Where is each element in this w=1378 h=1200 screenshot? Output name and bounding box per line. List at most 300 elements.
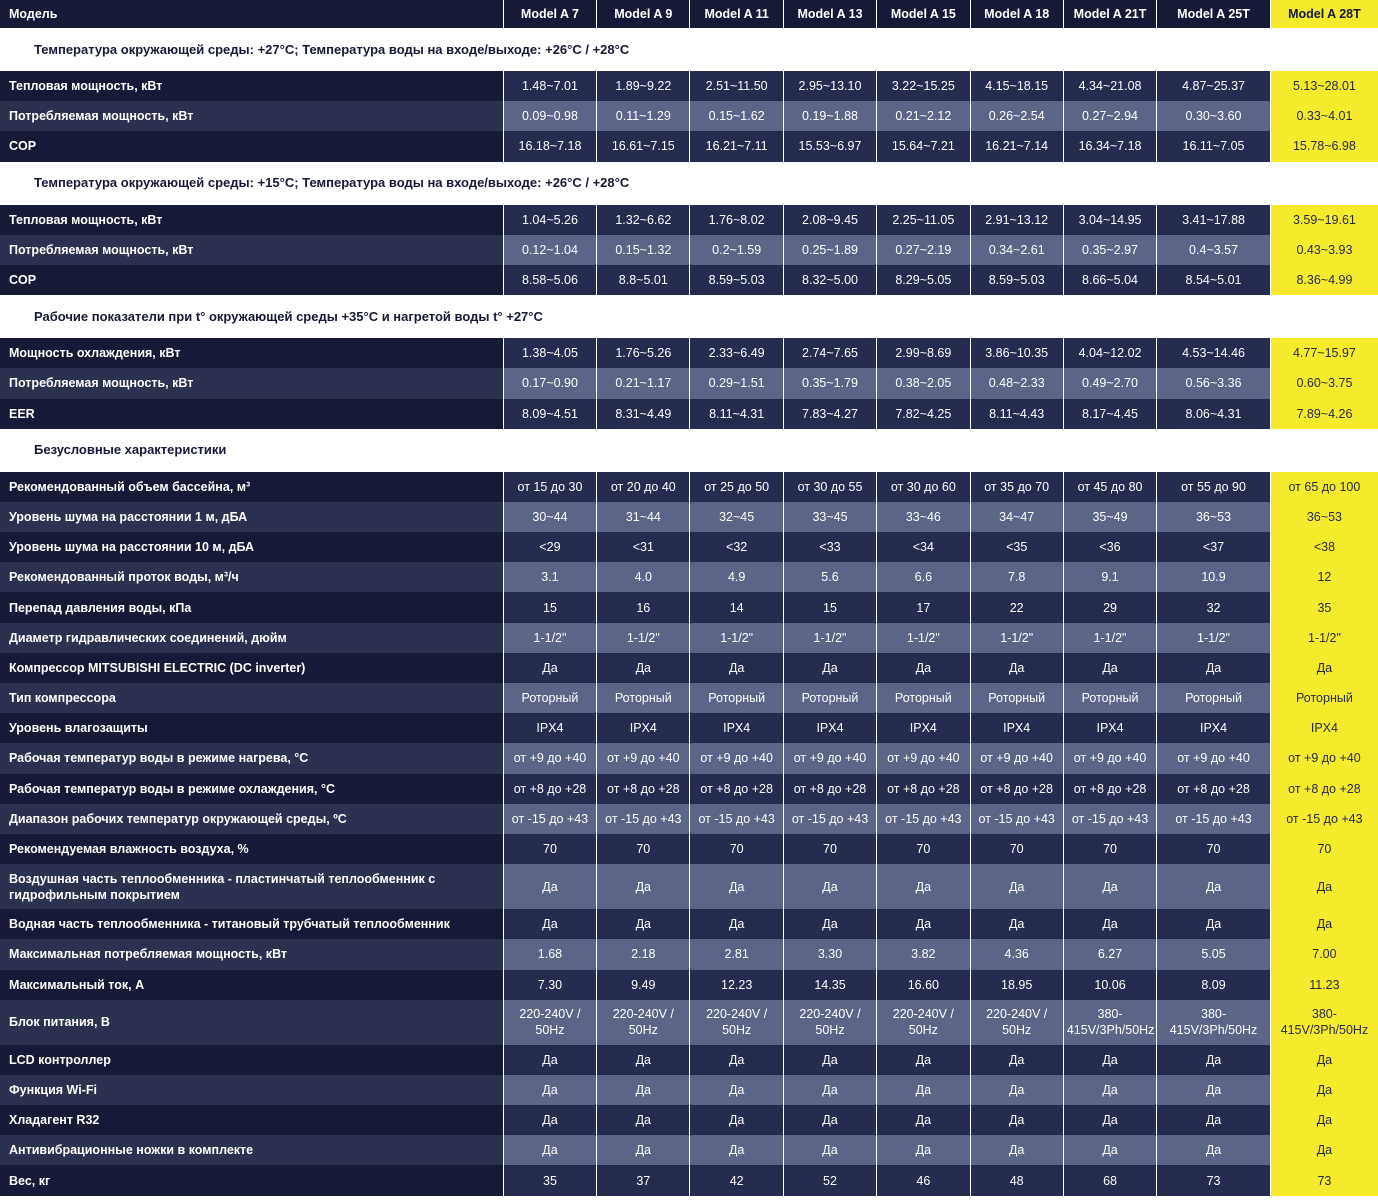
value-cell: 220-240V / 50Hz — [503, 1000, 596, 1045]
value-cell: Да — [503, 1075, 596, 1105]
value-cell: 1-1/2" — [877, 623, 970, 653]
section-header-row — [0, 162, 1378, 205]
value-cell: Роторный — [690, 683, 783, 713]
table-row — [0, 1045, 1378, 1075]
table-row — [0, 265, 1378, 295]
value-cell: Да — [877, 653, 970, 683]
value-cell: 8.66~5.04 — [1063, 265, 1156, 295]
value-cell: 15 — [503, 592, 596, 622]
table-row — [0, 131, 1378, 161]
table-row — [0, 713, 1378, 743]
value-cell: от +9 до +40 — [597, 743, 690, 773]
value-cell: 31~44 — [597, 502, 690, 532]
value-cell: 16.18~7.18 — [503, 131, 596, 161]
value-cell: 0.26~2.54 — [970, 101, 1063, 131]
value-cell: <34 — [877, 532, 970, 562]
value-cell: 220-240V / 50Hz — [597, 1000, 690, 1045]
value-cell: 1.48~7.01 — [503, 71, 596, 101]
value-cell: от +8 до +28 — [1270, 774, 1378, 804]
value-cell: 36~53 — [1157, 502, 1271, 532]
value-cell: Да — [1063, 1045, 1156, 1075]
value-cell: 8.54~5.01 — [1157, 265, 1271, 295]
value-cell: Да — [1063, 864, 1156, 909]
value-cell: Роторный — [970, 683, 1063, 713]
row-label: Потребляемая мощность, кВт — [0, 235, 503, 265]
row-label: Максимальный ток, А — [0, 970, 503, 1000]
row-label: Рекомендованный объем бассейна, м³ — [0, 472, 503, 502]
row-label: Блок питания, В — [0, 1000, 503, 1045]
row-label: Рабочая температур воды в режиме охлаждения, °C — [0, 774, 503, 804]
value-cell: 42 — [690, 1165, 783, 1195]
value-cell: от 45 до 80 — [1063, 472, 1156, 502]
table-row — [0, 623, 1378, 653]
model-column-header: Model A 21T — [1063, 0, 1156, 28]
value-cell: от +9 до +40 — [503, 743, 596, 773]
value-cell: 7.83~4.27 — [783, 399, 876, 429]
value-cell: 10.9 — [1157, 562, 1271, 592]
value-cell: IPX4 — [1270, 713, 1378, 743]
value-cell: 52 — [783, 1165, 876, 1195]
value-cell: Да — [1063, 1075, 1156, 1105]
value-cell: от -15 до +43 — [1063, 804, 1156, 834]
value-cell: Да — [970, 1105, 1063, 1135]
value-cell: 0.17~0.90 — [503, 368, 596, 398]
row-label: Тип компрессора — [0, 683, 503, 713]
value-cell: Да — [690, 864, 783, 909]
value-cell: 70 — [1063, 834, 1156, 864]
value-cell: 220-240V / 50Hz — [877, 1000, 970, 1045]
row-label: Хладагент R32 — [0, 1105, 503, 1135]
value-cell: 4.0 — [597, 562, 690, 592]
value-cell: 7.89~4.26 — [1270, 399, 1378, 429]
value-cell: <29 — [503, 532, 596, 562]
value-cell: 1-1/2" — [1157, 623, 1271, 653]
value-cell: от +8 до +28 — [597, 774, 690, 804]
row-label: Диапазон рабочих температур окружающей среды, ºC — [0, 804, 503, 834]
value-cell: от +8 до +28 — [690, 774, 783, 804]
value-cell: 70 — [690, 834, 783, 864]
table-row — [0, 338, 1378, 368]
row-label: Максимальная потребляемая мощность, кВт — [0, 939, 503, 969]
value-cell: 1.04~5.26 — [503, 205, 596, 235]
value-cell: 0.11~1.29 — [597, 101, 690, 131]
value-cell: 70 — [503, 834, 596, 864]
value-cell: 8.32~5.00 — [783, 265, 876, 295]
value-cell: 15.78~6.98 — [1270, 131, 1378, 161]
value-cell: от +8 до +28 — [970, 774, 1063, 804]
value-cell: 1-1/2" — [1063, 623, 1156, 653]
value-cell: 46 — [877, 1165, 970, 1195]
value-cell: 70 — [597, 834, 690, 864]
row-label: Функция Wi-Fi — [0, 1075, 503, 1105]
value-cell: Да — [1063, 909, 1156, 939]
value-cell: от +9 до +40 — [1270, 743, 1378, 773]
value-cell: Да — [503, 653, 596, 683]
value-cell: IPX4 — [597, 713, 690, 743]
value-cell: 0.33~4.01 — [1270, 101, 1378, 131]
value-cell: 68 — [1063, 1165, 1156, 1195]
value-cell: Да — [503, 909, 596, 939]
value-cell: 0.27~2.19 — [877, 235, 970, 265]
table-row — [0, 1075, 1378, 1105]
value-cell: 2.33~6.49 — [690, 338, 783, 368]
value-cell: 2.95~13.10 — [783, 71, 876, 101]
value-cell: 12.23 — [690, 970, 783, 1000]
value-cell: Да — [1270, 1105, 1378, 1135]
value-cell: 22 — [970, 592, 1063, 622]
value-cell: 2.51~11.50 — [690, 71, 783, 101]
value-cell: Да — [877, 1045, 970, 1075]
value-cell: Да — [877, 1075, 970, 1105]
row-label: Потребляемая мощность, кВт — [0, 101, 503, 131]
table-row — [0, 1000, 1378, 1045]
value-cell: 4.53~14.46 — [1157, 338, 1271, 368]
value-cell: Да — [503, 1135, 596, 1165]
row-label: Уровень шума на расстоянии 10 м, дБА — [0, 532, 503, 562]
value-cell: от 30 до 60 — [877, 472, 970, 502]
value-cell: 0.43~3.93 — [1270, 235, 1378, 265]
value-cell: 9.1 — [1063, 562, 1156, 592]
table-row — [0, 472, 1378, 502]
value-cell: 2.91~13.12 — [970, 205, 1063, 235]
value-cell: IPX4 — [503, 713, 596, 743]
value-cell: от 20 до 40 — [597, 472, 690, 502]
value-cell: Да — [970, 1045, 1063, 1075]
value-cell: Да — [597, 1105, 690, 1135]
table-row — [0, 834, 1378, 864]
value-cell: <33 — [783, 532, 876, 562]
value-cell: 8.29~5.05 — [877, 265, 970, 295]
value-cell: 73 — [1157, 1165, 1271, 1195]
value-cell: 9.49 — [597, 970, 690, 1000]
section-title: Температура окружающей среды: +15°C; Температура воды на входе/выходе: +26°C / +28°C — [0, 162, 1378, 205]
value-cell: 5.6 — [783, 562, 876, 592]
value-cell: 3.30 — [783, 939, 876, 969]
value-cell: 8.09 — [1157, 970, 1271, 1000]
value-cell: 8.11~4.31 — [690, 399, 783, 429]
value-cell: 380-415V/3Ph/50Hz — [1157, 1000, 1271, 1045]
value-cell: Роторный — [783, 683, 876, 713]
value-cell: 4.9 — [690, 562, 783, 592]
value-cell: 1.32~6.62 — [597, 205, 690, 235]
value-cell: Да — [1270, 1075, 1378, 1105]
value-cell: 33~45 — [783, 502, 876, 532]
value-cell: 8.58~5.06 — [503, 265, 596, 295]
table-row — [0, 235, 1378, 265]
value-cell: Да — [1157, 1075, 1271, 1105]
value-cell: Да — [1063, 1135, 1156, 1165]
value-cell: Да — [877, 909, 970, 939]
value-cell: от +8 до +28 — [1157, 774, 1271, 804]
value-cell: 10.06 — [1063, 970, 1156, 1000]
value-cell: Да — [1270, 864, 1378, 909]
value-cell: 6.27 — [1063, 939, 1156, 969]
row-label: Мощность охлаждения, кВт — [0, 338, 503, 368]
model-column-header: Model A 11 — [690, 0, 783, 28]
value-cell: Да — [1270, 1045, 1378, 1075]
value-cell: 8.06~4.31 — [1157, 399, 1271, 429]
header-row — [0, 0, 1378, 28]
value-cell: 32 — [1157, 592, 1271, 622]
value-cell: Да — [783, 1075, 876, 1105]
row-label: Рекомендуемая влажность воздуха, % — [0, 834, 503, 864]
value-cell: от +9 до +40 — [877, 743, 970, 773]
value-cell: от +8 до +28 — [1063, 774, 1156, 804]
value-cell: Роторный — [1157, 683, 1271, 713]
value-cell: 0.48~2.33 — [970, 368, 1063, 398]
table-row — [0, 774, 1378, 804]
value-cell: 8.17~4.45 — [1063, 399, 1156, 429]
value-cell: Да — [1157, 864, 1271, 909]
row-label: Тепловая мощность, кВт — [0, 205, 503, 235]
value-cell: Да — [783, 1105, 876, 1135]
value-cell: 4.87~25.37 — [1157, 71, 1271, 101]
value-cell: 14 — [690, 592, 783, 622]
value-cell: IPX4 — [690, 713, 783, 743]
value-cell: 36~53 — [1270, 502, 1378, 532]
value-cell: 16.21~7.11 — [690, 131, 783, 161]
value-cell: 0.35~2.97 — [1063, 235, 1156, 265]
value-cell: 32~45 — [690, 502, 783, 532]
value-cell: от +9 до +40 — [783, 743, 876, 773]
value-cell: Да — [1063, 1105, 1156, 1135]
value-cell: 18.95 — [970, 970, 1063, 1000]
row-label: COP — [0, 131, 503, 161]
table-row — [0, 909, 1378, 939]
value-cell: Да — [783, 864, 876, 909]
value-cell: Да — [877, 864, 970, 909]
value-cell: Да — [690, 1105, 783, 1135]
value-cell: Роторный — [1270, 683, 1378, 713]
value-cell: 73 — [1270, 1165, 1378, 1195]
value-cell: Да — [690, 1075, 783, 1105]
value-cell: 7.8 — [970, 562, 1063, 592]
value-cell: <38 — [1270, 532, 1378, 562]
row-label: Водная часть теплообменника - титановый трубчатый теплообменник — [0, 909, 503, 939]
table-row — [0, 970, 1378, 1000]
table-row — [0, 1165, 1378, 1195]
table-row — [0, 532, 1378, 562]
value-cell: 16 — [597, 592, 690, 622]
model-column-header: Model A 25T — [1157, 0, 1271, 28]
value-cell: от -15 до +43 — [970, 804, 1063, 834]
value-cell: Да — [783, 653, 876, 683]
value-cell: 30~44 — [503, 502, 596, 532]
row-label: Компрессор MITSUBISHI ELECTRIC (DC inverter) — [0, 653, 503, 683]
value-cell: 14.35 — [783, 970, 876, 1000]
value-cell: 2.08~9.45 — [783, 205, 876, 235]
table-row — [0, 71, 1378, 101]
value-cell: от 55 до 90 — [1157, 472, 1271, 502]
value-cell: Да — [597, 864, 690, 909]
value-cell: Да — [1157, 1045, 1271, 1075]
value-cell: IPX4 — [1157, 713, 1271, 743]
value-cell: <36 — [1063, 532, 1156, 562]
value-cell: 2.81 — [690, 939, 783, 969]
value-cell: 15 — [783, 592, 876, 622]
value-cell: Да — [877, 1135, 970, 1165]
value-cell: IPX4 — [783, 713, 876, 743]
value-cell: 37 — [597, 1165, 690, 1195]
value-cell: 380-415V/3Ph/50Hz — [1270, 1000, 1378, 1045]
value-cell: 4.15~18.15 — [970, 71, 1063, 101]
value-cell: Да — [690, 909, 783, 939]
value-cell: 5.05 — [1157, 939, 1271, 969]
value-cell: 1-1/2" — [503, 623, 596, 653]
value-cell: 0.12~1.04 — [503, 235, 596, 265]
value-cell: 2.25~11.05 — [877, 205, 970, 235]
value-cell: 220-240V / 50Hz — [783, 1000, 876, 1045]
value-cell: 1-1/2" — [597, 623, 690, 653]
value-cell: Да — [1157, 653, 1271, 683]
value-cell: 8.09~4.51 — [503, 399, 596, 429]
value-cell: 4.77~15.97 — [1270, 338, 1378, 368]
model-column-header: Model A 28T — [1270, 0, 1378, 28]
value-cell: 1-1/2" — [690, 623, 783, 653]
value-cell: 1.68 — [503, 939, 596, 969]
value-cell: 35 — [1270, 592, 1378, 622]
value-cell: 8.59~5.03 — [690, 265, 783, 295]
model-column-header: Model A 18 — [970, 0, 1063, 28]
header-model-label: Модель — [0, 0, 503, 28]
value-cell: 4.34~21.08 — [1063, 71, 1156, 101]
row-label: Рекомендованный проток воды, м³/ч — [0, 562, 503, 592]
table-row — [0, 653, 1378, 683]
value-cell: 70 — [1270, 834, 1378, 864]
value-cell: 15.53~6.97 — [783, 131, 876, 161]
value-cell: 34~47 — [970, 502, 1063, 532]
section-header-row — [0, 429, 1378, 472]
row-label: Рабочая температур воды в режиме нагрева, °C — [0, 743, 503, 773]
value-cell: 16.61~7.15 — [597, 131, 690, 161]
value-cell: 1-1/2" — [1270, 623, 1378, 653]
value-cell: 220-240V / 50Hz — [690, 1000, 783, 1045]
value-cell: 48 — [970, 1165, 1063, 1195]
value-cell: <37 — [1157, 532, 1271, 562]
table-row — [0, 592, 1378, 622]
value-cell: 16.60 — [877, 970, 970, 1000]
value-cell: 17 — [877, 592, 970, 622]
value-cell: 33~46 — [877, 502, 970, 532]
value-cell: 0.4~3.57 — [1157, 235, 1271, 265]
value-cell: 0.49~2.70 — [1063, 368, 1156, 398]
table-row — [0, 399, 1378, 429]
value-cell: 70 — [877, 834, 970, 864]
value-cell: 70 — [970, 834, 1063, 864]
value-cell: 3.86~10.35 — [970, 338, 1063, 368]
value-cell: от +9 до +40 — [1157, 743, 1271, 773]
value-cell: 11.23 — [1270, 970, 1378, 1000]
value-cell: Да — [503, 1045, 596, 1075]
section-title: Рабочие показатели при t° окружающей среды +35°C и нагретой воды t° +27°C — [0, 295, 1378, 338]
value-cell: от 15 до 30 — [503, 472, 596, 502]
value-cell: Роторный — [1063, 683, 1156, 713]
value-cell: Да — [597, 653, 690, 683]
value-cell: Да — [690, 1135, 783, 1165]
value-cell: от +9 до +40 — [690, 743, 783, 773]
value-cell: 2.18 — [597, 939, 690, 969]
value-cell: 0.15~1.62 — [690, 101, 783, 131]
section-header-row — [0, 28, 1378, 71]
row-label: Диаметр гидравлических соединений, дюйм — [0, 623, 503, 653]
value-cell: 15.64~7.21 — [877, 131, 970, 161]
value-cell: IPX4 — [1063, 713, 1156, 743]
value-cell: Да — [970, 1135, 1063, 1165]
row-label: Перепад давления воды, кПа — [0, 592, 503, 622]
value-cell: <32 — [690, 532, 783, 562]
value-cell: Да — [597, 1045, 690, 1075]
value-cell: Да — [690, 1045, 783, 1075]
value-cell: 16.34~7.18 — [1063, 131, 1156, 161]
value-cell: от -15 до +43 — [690, 804, 783, 834]
row-label: LCD контроллер — [0, 1045, 503, 1075]
row-label: Потребляемая мощность, кВт — [0, 368, 503, 398]
value-cell: Да — [597, 1135, 690, 1165]
value-cell: от +9 до +40 — [1063, 743, 1156, 773]
value-cell: Да — [503, 1105, 596, 1135]
value-cell: 380-415V/3Ph/50Hz — [1063, 1000, 1156, 1045]
value-cell: 7.30 — [503, 970, 596, 1000]
row-label: Воздушная часть теплообменника - пластинчатый теплообменник с гидрофильным покрытием — [0, 864, 503, 909]
table-row — [0, 864, 1378, 909]
value-cell: 1.76~8.02 — [690, 205, 783, 235]
value-cell: от -15 до +43 — [1270, 804, 1378, 834]
value-cell: 8.59~5.03 — [970, 265, 1063, 295]
table-row — [0, 101, 1378, 131]
value-cell: Да — [503, 864, 596, 909]
value-cell: <35 — [970, 532, 1063, 562]
value-cell: от +9 до +40 — [970, 743, 1063, 773]
value-cell: 0.38~2.05 — [877, 368, 970, 398]
value-cell: от -15 до +43 — [503, 804, 596, 834]
value-cell: Да — [597, 1075, 690, 1105]
value-cell: 0.19~1.88 — [783, 101, 876, 131]
value-cell: 0.25~1.89 — [783, 235, 876, 265]
value-cell: 35 — [503, 1165, 596, 1195]
value-cell: 1.76~5.26 — [597, 338, 690, 368]
value-cell: Да — [690, 653, 783, 683]
value-cell: Да — [783, 1135, 876, 1165]
value-cell: Да — [597, 909, 690, 939]
value-cell: 0.35~1.79 — [783, 368, 876, 398]
table-row — [0, 562, 1378, 592]
row-label: Вес, кг — [0, 1165, 503, 1195]
section-header-row — [0, 295, 1378, 338]
table-row — [0, 804, 1378, 834]
value-cell: 3.41~17.88 — [1157, 205, 1271, 235]
value-cell: Да — [783, 909, 876, 939]
value-cell: 8.8~5.01 — [597, 265, 690, 295]
value-cell: 4.36 — [970, 939, 1063, 969]
value-cell: от 25 до 50 — [690, 472, 783, 502]
table-row — [0, 939, 1378, 969]
value-cell: от +8 до +28 — [783, 774, 876, 804]
table-row — [0, 1135, 1378, 1165]
row-label: Уровень шума на расстоянии 1 м, дБА — [0, 502, 503, 532]
value-cell: Да — [1270, 1135, 1378, 1165]
table-row — [0, 743, 1378, 773]
value-cell: <31 — [597, 532, 690, 562]
value-cell: 0.34~2.61 — [970, 235, 1063, 265]
value-cell: 0.21~1.17 — [597, 368, 690, 398]
table-row — [0, 1105, 1378, 1135]
value-cell: 3.04~14.95 — [1063, 205, 1156, 235]
value-cell: Да — [970, 1075, 1063, 1105]
value-cell: IPX4 — [877, 713, 970, 743]
value-cell: 0.09~0.98 — [503, 101, 596, 131]
value-cell: Да — [1063, 653, 1156, 683]
value-cell: Роторный — [503, 683, 596, 713]
